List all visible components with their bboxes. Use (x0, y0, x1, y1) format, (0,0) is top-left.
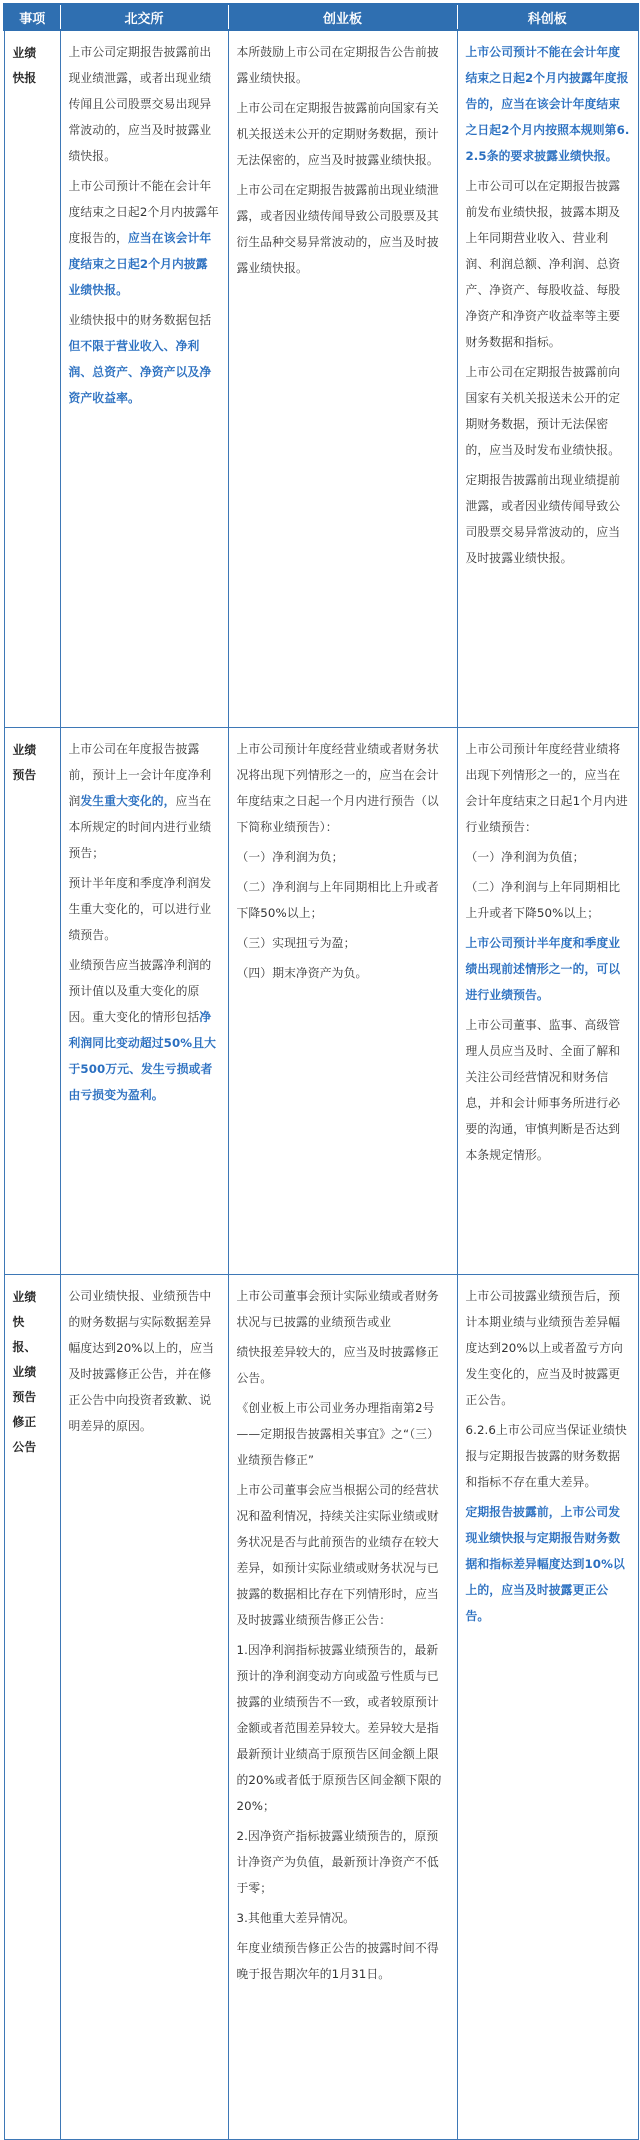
header-chinext: 创业板 (228, 4, 457, 30)
text-run: 绩快报差异较大的，应当及时披露修正公告。 (236, 1345, 439, 1385)
header-star: 科创板 (457, 4, 638, 30)
text-run: 《创业板上市公司业务办理指南第2号——定期报告披露相关事宜》之“（三）业绩预告修正” (236, 1401, 440, 1467)
paragraph (237, 39, 449, 91)
paragraph (466, 736, 630, 840)
paragraph (237, 930, 449, 956)
highlighted-text: 上市公司预计半年度和季度业绩出现前述情形之一的，可以进行业绩预告。 (465, 936, 621, 1002)
paragraph (237, 874, 449, 926)
paragraph (466, 467, 630, 571)
text-run: 2.因净资产指标披露业绩预告的，原预计净资产为负值，最新预计净资产不低于零； (236, 1829, 439, 1895)
cell-bse (60, 728, 228, 1275)
text-run: 上市公司在年度报告披露前，预计上一会计年度净利润 (68, 742, 212, 808)
text-run: 1.因净利润指标披露业绩预告的，最新预计的净利润变动方向或盈亏性质与已披露的业绩预告不一致，或者较原预计金额或者范围差异较大。差异较大是指最新预计业绩高于原预告区间金额上限的20%或者低于原预告区间金额下限的20%； (236, 1643, 442, 1813)
paragraph (69, 870, 220, 948)
text-run: 上市公司可以在定期报告披露前发布业绩快报，披露本期及上年同期营业收入、营业利润、利润总额、净利润、总资产、净资产、每股收益、每股净资产和净资产收益率等主要财务数据和指标。 (465, 179, 621, 349)
row-category (4, 728, 60, 1275)
paragraph (237, 177, 449, 281)
cell-chinext (228, 1275, 457, 2140)
highlighted-text: 上市公司预计不能在会计年度结束之日起2个月内披露年度报告的，应当在该会计年度结束之日起2个月内按照本规则第6.2.5条的要求披露业绩快报。 (465, 45, 630, 163)
text-run: （一）净利润为负； (236, 850, 344, 864)
text-run: 上市公司披露业绩预告后，预计本期业绩与业绩预告差异幅度达到20%以上或者盈亏方向发生变化的，应当及时披露更正公告。 (465, 1289, 623, 1407)
category-line: 业绩 (12, 743, 37, 757)
highlighted-text: 应当在该会计年度结束之日起2个月内披露业绩快报。 (68, 231, 212, 297)
comparison-table (3, 3, 639, 2140)
text-run: 定期报告披露前出现业绩提前泄露，或者因业绩传闻导致公司股票交易异常波动的，应当及时披露业绩快报。 (465, 473, 621, 565)
text-run: 上市公司定期报告披露前出现业绩泄露，或者出现业绩传闻且公司股票交易出现异常波动的，应当及时披露业绩快报。 (68, 45, 212, 163)
paragraph (466, 1499, 630, 1629)
paragraph (466, 173, 630, 355)
category-line: 快 (12, 1315, 25, 1329)
text-run: 上市公司董事会预计实际业绩或者财务状况与已披露的业绩预告或业 (236, 1289, 439, 1329)
table-row (4, 30, 638, 728)
row-category (4, 1275, 60, 2140)
text-run: （一）净利润为负值； (465, 850, 585, 864)
text-run: 应当在本所规定的时间内进行业绩预告； (68, 794, 212, 860)
text-run: 上市公司在定期报告披露前向国家有关机关报送未公开的定期财务数据，预计无法保密的，应当及时发布业绩快报。 (465, 365, 621, 457)
highlighted-text: 但不限于营业收入、净利润、总资产、净资产以及净资产收益率。 (68, 339, 212, 405)
text-run: 本所鼓励上市公司在定期报告公告前披露业绩快报。 (236, 45, 439, 85)
cell-bse (60, 1275, 228, 2140)
category-line: 业绩 (12, 1290, 37, 1304)
paragraph (69, 1283, 220, 1439)
text-run: 预计半年度和季度净利润发生重大变化的，可以进行业绩预告。 (68, 876, 212, 942)
category-line: 预告 (12, 768, 37, 782)
text-run: 上市公司预计年度经营业绩或者财务状况将出现下列情形之一的，应当在会计年度结束之日起一个月内进行预告（以下简称业绩预告）： (236, 742, 439, 834)
cell-star (457, 30, 638, 728)
paragraph (237, 1823, 449, 1901)
category-line: 快报 (12, 71, 37, 85)
paragraph (466, 1417, 630, 1495)
text-run: 上市公司在定期报告披露前出现业绩泄露，或者因业绩传闻导致公司股票及其衍生品种交易异常波动的，应当及时披露业绩快报。 (236, 183, 439, 275)
text-run: 上市公司预计不能在会计年度结束之日起2个月内披露年度报告的， (68, 179, 219, 245)
text-run: （四）期末净资产为负。 (236, 966, 368, 980)
text-run: 6.2.6上市公司应当保证业绩快报与定期报告披露的财务数据和指标不存在重大差异。 (465, 1423, 627, 1489)
paragraph (237, 1905, 449, 1931)
paragraph (69, 736, 220, 866)
cell-bse (60, 30, 228, 728)
paragraph (237, 1477, 449, 1633)
text-run: （二）净利润与上年同期相比上升或者下降50%以上； (465, 880, 621, 920)
category-line: 预告 (12, 1390, 37, 1404)
text-run: 年度业绩预告修正公告的披露时间不得晚于报告期次年的1月31日。 (236, 1941, 439, 1981)
header-item: 事项 (4, 4, 60, 30)
category-line: 业绩 (12, 1365, 37, 1379)
paragraph (237, 95, 449, 173)
paragraph (466, 874, 630, 926)
paragraph (237, 1283, 449, 1335)
cell-star (457, 1275, 638, 2140)
table-row (4, 1275, 638, 2140)
category-line: 修正 (12, 1415, 37, 1429)
text-run: 公司业绩快报、业绩预告中的财务数据与实际数据差异幅度达到20%以上的，应当及时披露修正公告，并在修正公告中向投资者致歉、说明差异的原因。 (68, 1289, 214, 1433)
paragraph (466, 39, 630, 169)
cell-chinext (228, 30, 457, 728)
paragraph (69, 952, 220, 1108)
category-line: 报、 (12, 1340, 37, 1354)
paragraph (237, 844, 449, 870)
text-run: 3.其他重大差异情况。 (236, 1911, 356, 1925)
text-run: 上市公司董事、监事、高级管理人员应当及时、全面了解和关注公司经营情况和财务信息，并和会计师事务所进行必要的沟通，审慎判断是否达到本条规定情形。 (465, 1018, 621, 1162)
text-run: （二）净利润与上年同期相比上升或者下降50%以上； (236, 880, 439, 920)
paragraph (237, 1395, 449, 1473)
text-run: （三）实现扭亏为盈； (236, 936, 356, 950)
paragraph (69, 173, 220, 303)
text-run: 业绩预告应当披露净利润的预计值以及重大变化的原因。重大变化的情形包括 (68, 958, 212, 1024)
text-run: 上市公司预计年度经营业绩将出现下列情形之一的，应当在会计年度结束之日起1个月内进行业绩预告： (465, 742, 628, 834)
paragraph (466, 1012, 630, 1168)
paragraph (466, 1283, 630, 1413)
header-bse: 北交所 (60, 4, 228, 30)
cell-star (457, 728, 638, 1275)
category-line: 公告 (12, 1440, 37, 1454)
paragraph (466, 359, 630, 463)
text-run: 上市公司董事会应当根据公司的经营状况和盈利情况，持续关注实际业绩或财务状况是否与此前预告的业绩存在较大差异，如预计实际业绩或财务状况与已披露的数据相比存在下列情形时，应当及时披露业绩预告修正公告： (236, 1483, 439, 1627)
paragraph (237, 1935, 449, 1987)
highlighted-text: 发生重大变化的， (80, 794, 176, 808)
highlighted-text: 净利润同比变动超过50%且大于500万元、发生亏损或者由亏损变为盈利。 (68, 1010, 217, 1102)
paragraph (237, 736, 449, 840)
row-category (4, 30, 60, 728)
paragraph (69, 307, 220, 411)
header-row (4, 4, 638, 30)
paragraph (237, 1339, 449, 1391)
text-run: 上市公司在定期报告披露前向国家有关机关报送未公开的定期财务数据，预计无法保密的，应当及时披露业绩快报。 (236, 101, 439, 167)
text-run: 业绩快报中的财务数据包括 (68, 313, 212, 327)
paragraph (466, 930, 630, 1008)
paragraph (466, 844, 630, 870)
paragraph (237, 960, 449, 986)
table-row (4, 728, 638, 1275)
paragraph (237, 1637, 449, 1819)
paragraph (69, 39, 220, 169)
category-line: 业绩 (12, 46, 37, 60)
cell-chinext (228, 728, 457, 1275)
highlighted-text: 定期报告披露前，上市公司发现业绩快报与定期报告财务数据和指标差异幅度达到10%以上的，应当及时披露更正公告。 (465, 1505, 625, 1623)
